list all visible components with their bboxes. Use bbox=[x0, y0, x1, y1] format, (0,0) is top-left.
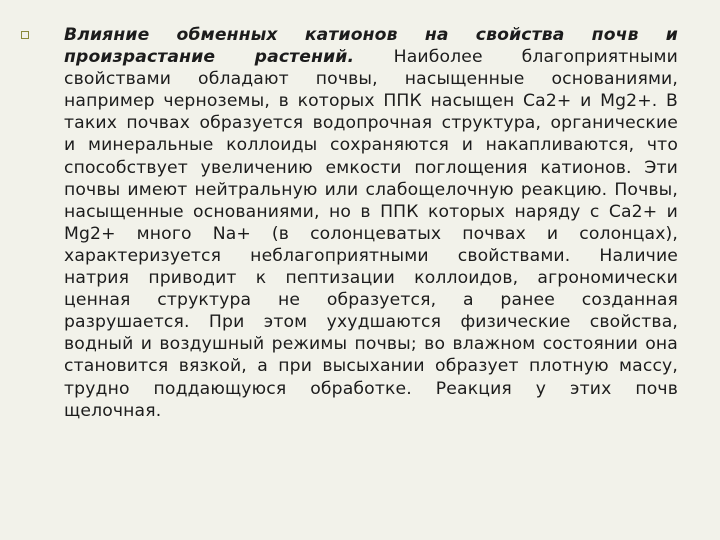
paragraph-body: Наиболее благоприятными свойствами обладают почвы, насыщенные основаниями, например черноземы, в которых ППК насыщен Ca2+ и Mg2+. В таких почвах образуется водопрочная структура, органические и минеральные коллоиды сохраняются и накапливаются, что способствует увеличению емкости поглощения катионов. Эти почвы имеют нейтральную или слабощелочную реакцию. Почвы, насыщенные основаниями, но в ППК которых наряду с Ca2+ и Mg2+ много Na+ (в солонцеватых почвах и солонцах), характеризуется неблагоприятными свойствами. Наличие натрия приводит к пептизации коллоидов, агрономически ценная структура не образуется, а ранее созданная разрушается. При этом ухудшаются физические свойства, водный и воздушный режимы почвы; во влажном состоянии она становится вязкой, а при высыхании образует плотную массу, трудно поддающуюся обработке. Реакция у этих почв щелочная. bbox=[64, 47, 678, 421]
hollow-square-bullet-icon bbox=[21, 31, 29, 39]
paragraph-heading: Влияние обменных катионов на свойства почв и произрастание растений. bbox=[64, 25, 678, 68]
slide-paragraph bbox=[64, 24, 678, 422]
